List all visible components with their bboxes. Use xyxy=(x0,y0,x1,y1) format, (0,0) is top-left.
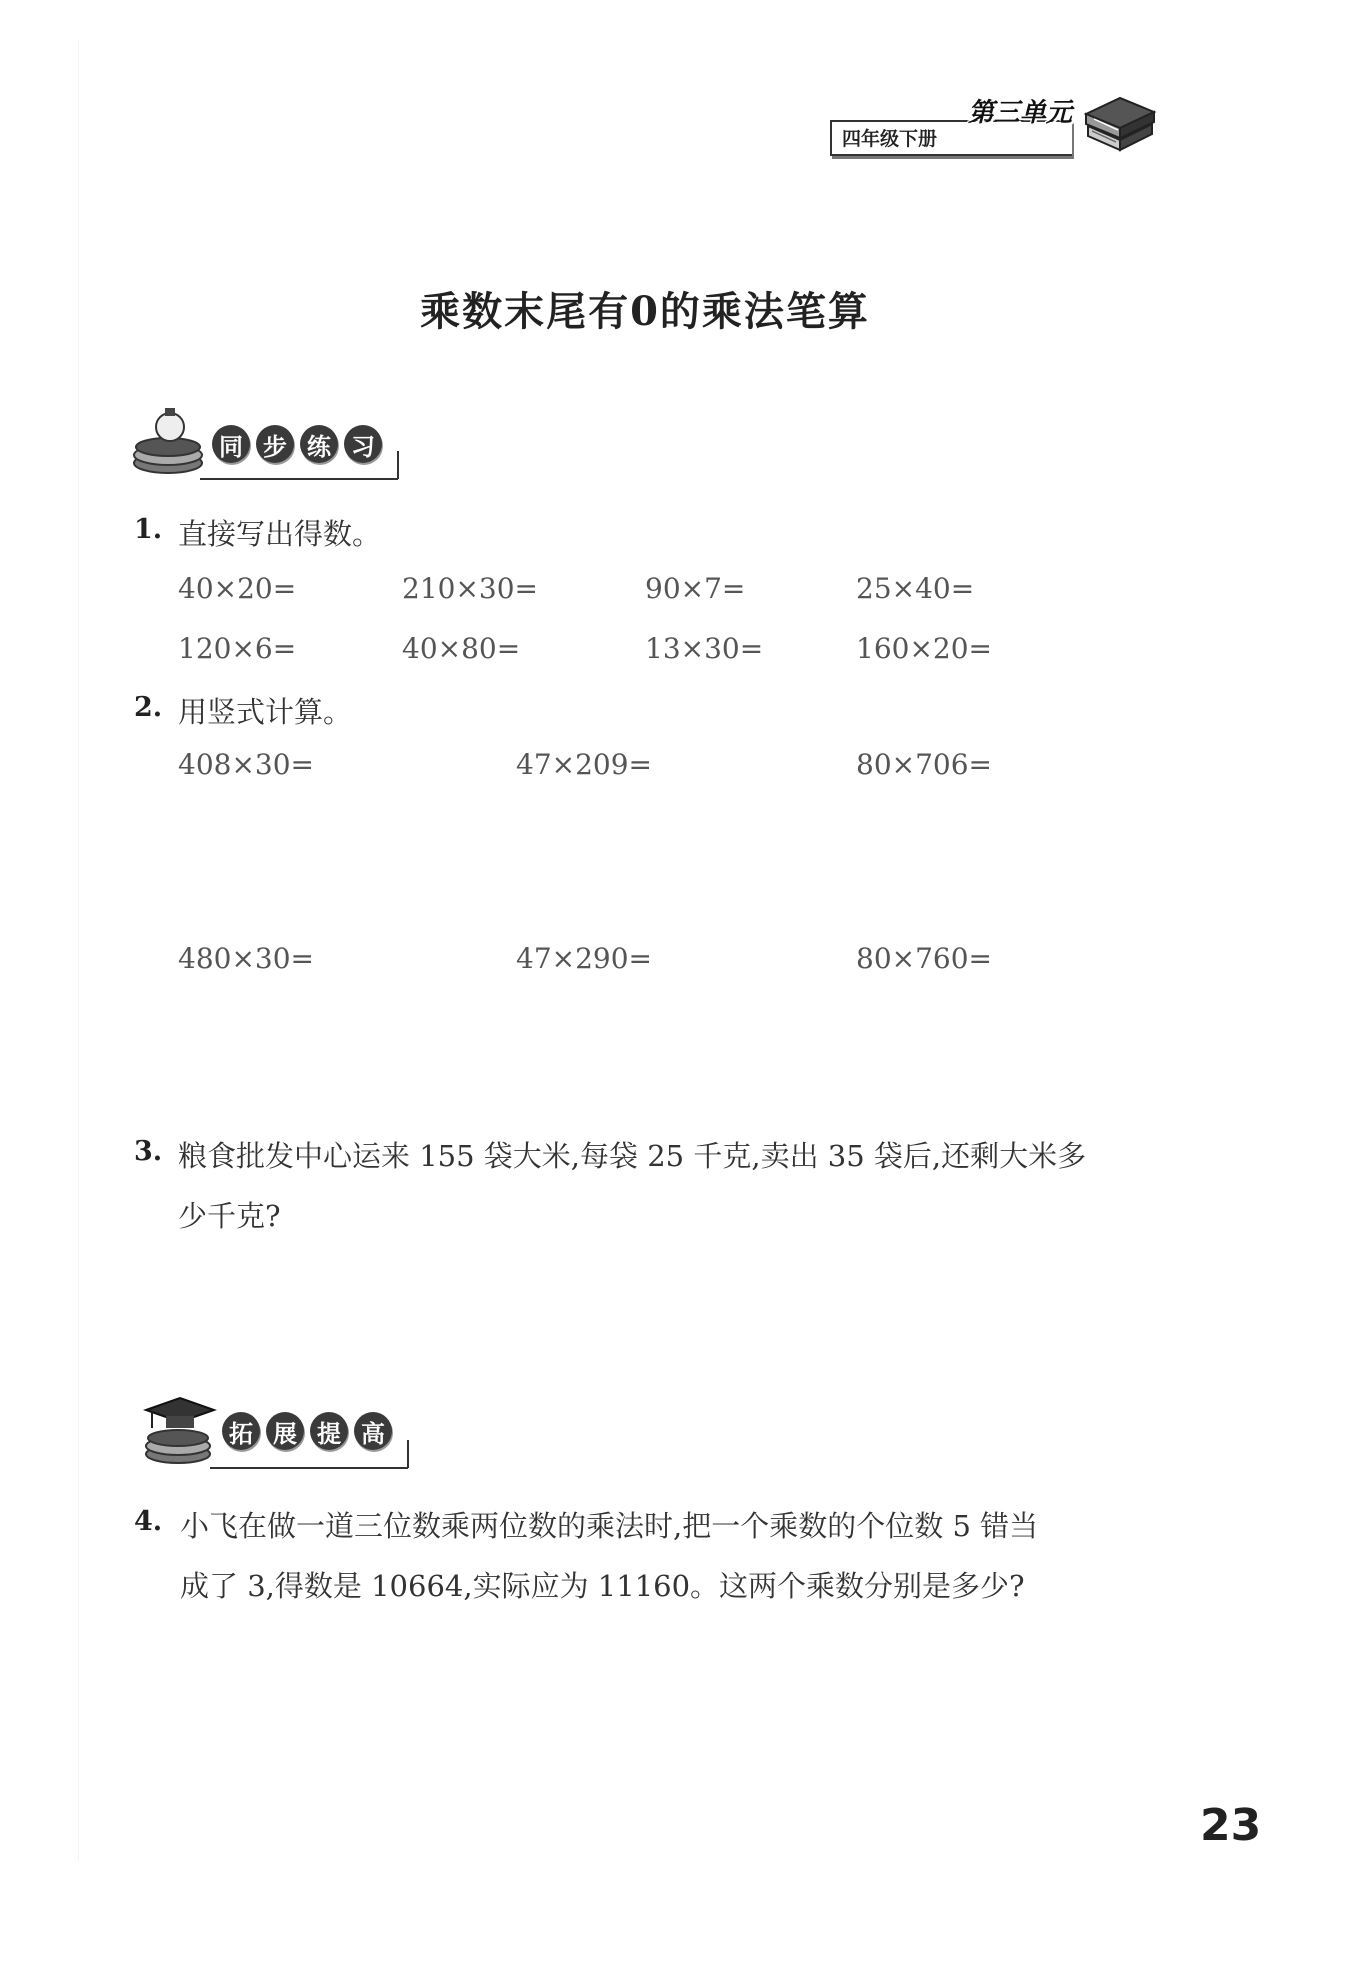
expression: 210×30= xyxy=(402,572,538,605)
section-char: 习 xyxy=(344,425,382,463)
section-char: 同 xyxy=(212,425,250,463)
question-3-line-2: 少千克? xyxy=(178,1199,281,1233)
section-header-extension xyxy=(140,1392,420,1472)
question-2-number: 2. xyxy=(134,692,163,723)
expression: 120×6= xyxy=(178,632,297,665)
section-header-practice xyxy=(130,403,410,483)
expression: 80×760= xyxy=(856,942,992,975)
section-char: 拓 xyxy=(222,1412,260,1450)
section-char: 步 xyxy=(256,425,294,463)
page-number: 23 xyxy=(1200,1800,1262,1851)
question-1-text: 直接写出得数。 xyxy=(178,517,382,551)
question-2-text: 用竖式计算。 xyxy=(178,695,353,729)
unit-label: 第三单元 xyxy=(968,98,1073,128)
page-title: 乘数末尾有0的乘法笔算 xyxy=(420,288,870,335)
grade-label: 四年级下册 xyxy=(842,128,938,150)
question-3-line-1: 粮食批发中心运来 155 袋大米,每袋 25 千克,卖出 35 袋后,还剩大米多 xyxy=(178,1139,1087,1173)
expression: 480×30= xyxy=(178,942,314,975)
expression: 47×290= xyxy=(516,942,652,975)
section-char: 高 xyxy=(354,1412,392,1450)
expression: 47×209= xyxy=(516,748,652,781)
expression: 40×20= xyxy=(178,572,297,605)
section-char: 练 xyxy=(300,425,338,463)
section-char: 提 xyxy=(310,1412,348,1450)
expression: 80×706= xyxy=(856,748,992,781)
expression: 40×80= xyxy=(402,632,521,665)
question-1-number: 1. xyxy=(134,514,163,545)
question-4-number: 4. xyxy=(134,1506,163,1537)
question-3-number: 3. xyxy=(134,1136,163,1167)
expression: 13×30= xyxy=(645,632,764,665)
expression: 25×40= xyxy=(856,572,975,605)
expression: 408×30= xyxy=(178,748,314,781)
books-stack-icon xyxy=(1080,92,1160,162)
section-char: 展 xyxy=(266,1412,304,1450)
unit-header-badge xyxy=(830,92,1160,164)
question-4-line-2: 成了 3,得数是 10664,实际应为 11160。这两个乘数分别是多少? xyxy=(180,1569,1025,1603)
expression: 160×20= xyxy=(856,632,992,665)
question-4-line-1: 小飞在做一道三位数乘两位数的乘法时,把一个乘数的个位数 5 错当 xyxy=(180,1509,1039,1543)
expression: 90×7= xyxy=(645,572,746,605)
